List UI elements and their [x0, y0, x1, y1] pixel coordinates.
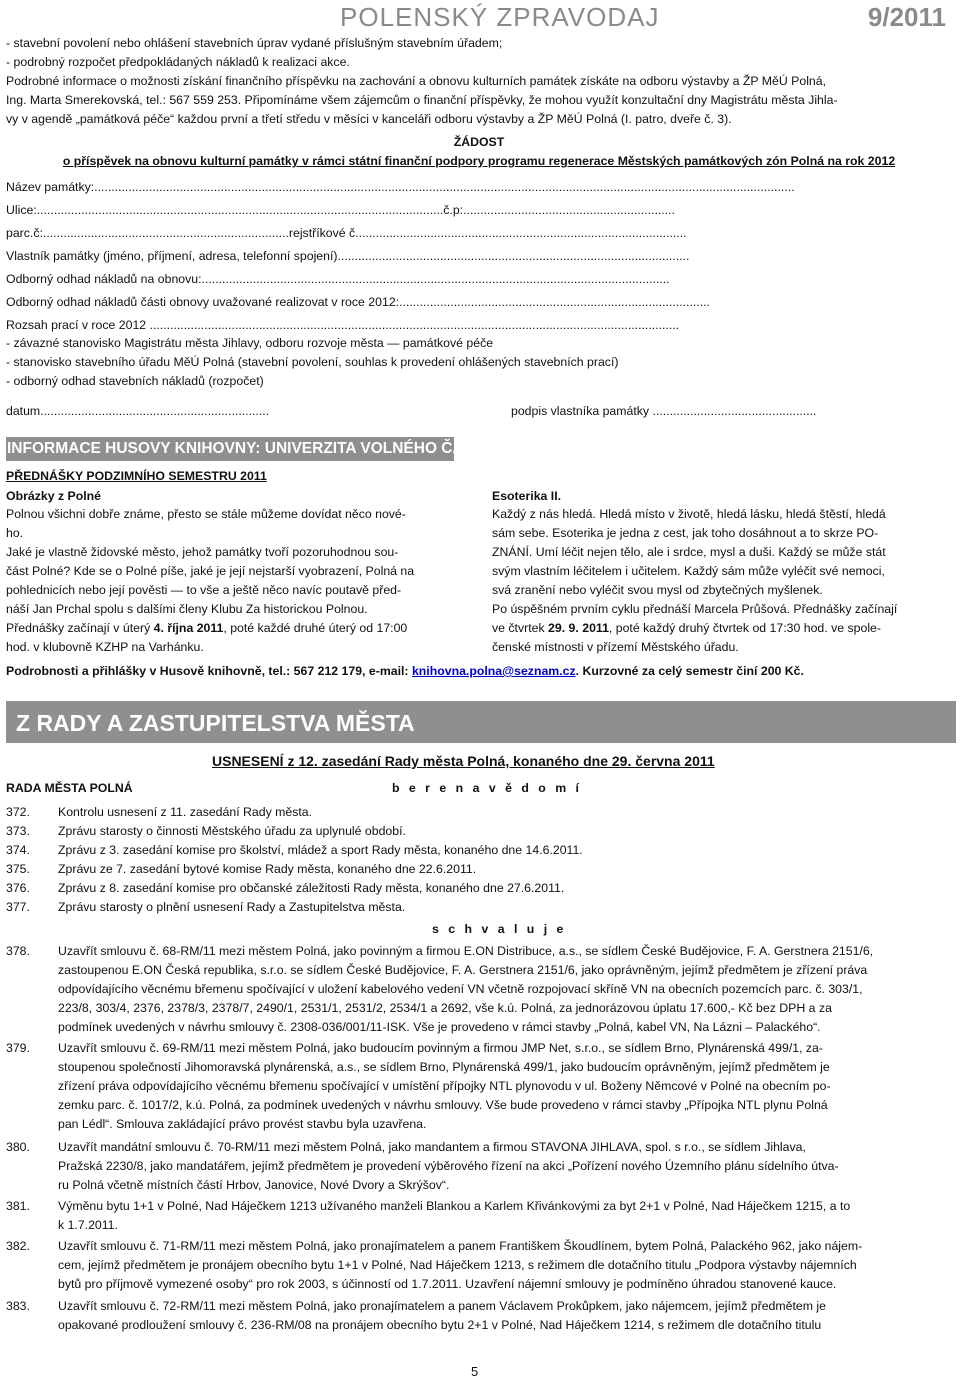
schedule-date: 29. 9. 2011 — [548, 621, 609, 635]
item-number: 375. — [6, 862, 30, 876]
field-work-scope: Rozsah prací v roce 2012 ........................................................................................................................................................... — [6, 318, 680, 332]
resolution-line: pan Lédl“. Smlouva zakládající právo provést stavbu byla uzavřena. — [58, 1117, 427, 1131]
form-subheading: o příspěvek na obnovu kulturní památky v rámci státní finanční podpory programu regenerace Městských památkových zón Polná na rok 2012 — [62, 154, 896, 168]
schedule-text: ve čtvrtek — [492, 621, 549, 635]
resolution-line: Uzavřít smlouvu č. 68-RM/11 mezi městem Polná, jako povinným a firmou E.ON Distribuce, a.s., se sídlem České Budějovice, F. A. Gerstnera 2151/6, — [58, 944, 874, 958]
lecture-schedule-line — [492, 619, 881, 638]
lecture-text-line: Každý z nás hledá. Hledá místo v životě, hledá lásku, hledá štěstí, hledá — [492, 507, 886, 521]
intro-bullet: - stavební povolení nebo ohlášení stavebních úprav vydané příslušným stavebním úřadem; — [6, 36, 503, 50]
lecture-text-line: svým vlastním léčitelem i učitelem. Každý sám může vyléčit své nemoci, — [492, 564, 885, 578]
noted-item: Zprávu ze 7. zasedání bytové komise Rady města, konaného dne 22.6.2011. — [58, 862, 477, 876]
item-number: 381. — [6, 1199, 30, 1213]
field-owner: Vlastník památky (jméno, příjmení, adresa, telefonní spojení)....................................................................................................... — [6, 249, 690, 263]
resolution-line: Uzavřít smlouvu č. 72-RM/11 mezi městem Polná, jako pronajímatelem a panem Václavem Prokůpkem, jako nájemcem, jejímž předmětem je — [58, 1299, 826, 1313]
section-approves: s c h v a l u j e — [432, 922, 567, 936]
schedule-text: , poté každý druhý čtvrtek od 17:30 hod. ve spole- — [608, 621, 881, 635]
lecture-text-line: část Polné? Kde se o Polné píše, jaké je její nejstarší vyobrazení, Polná na — [6, 564, 415, 578]
section-noted: b e r e n a v ě d o m í — [392, 781, 582, 795]
lecture-text-line: ZNÁNÍ. Umí léčit nejen tělo, ale i srdce, mysl a duši. Každý se může stát — [492, 545, 886, 559]
field-cost-estimate-part: Odborný odhad nákladů části obnovy uvažované realizovat v roce 2012:........................................................................................... — [6, 295, 710, 309]
page-number: 5 — [471, 1364, 479, 1379]
field-parcel: parc.č:........................................................................rejstříkové č................................................................................................. — [6, 226, 687, 240]
noted-item: Zprávu z 8. zasedání komise pro občanské záležitosti Rady města, konaného dne 27.6.2011. — [58, 881, 565, 895]
lecture-text-line: Po úspěšném prvním cyklu přednáší Marcela Průšová. Přednášky začínají — [492, 602, 898, 616]
lecture-title: Esoterika II. — [492, 489, 562, 503]
issue-number: 9/2011 — [867, 2, 946, 32]
lecture-text-line: čenské místnosti v přízemí Městského úřadu. — [492, 640, 739, 654]
resolution-line: bytů pro příjmově vymezené osoby“ pro rok 2003, s účinností od 1.7.2011. Uzavření nájemní smlouvy je podmíněno úhradou stanovené kauce. — [58, 1277, 837, 1291]
resolution-line: Pražská 2230/8, jako mandatářem, jejímž předmětem je provedení výběrového řízení na akci „Pořízení nového Územního plánu sídelního útva- — [58, 1159, 839, 1173]
resolution-line: 223/8, 303/4, 2376, 2378/3, 2378/7, 2490/1, 2531/1, 2531/2, 2534/1 a 2692, vše k.ú. Polná, za jednorázovou úplatu 17.600,- Kč bez DPH a za — [58, 1001, 832, 1015]
intro-bullet: - podrobný rozpočet předpokládaných nákladů k realizaci akce. — [6, 55, 350, 69]
item-number: 382. — [6, 1239, 30, 1253]
item-number: 376. — [6, 881, 30, 895]
lecture-text-line: sám sebe. Esoterika je jedna z cest, jak toho dosáhnout a to skrze PO- — [492, 526, 879, 540]
intro-paragraph-line: Podrobné informace o možnosti získání finančního příspěvku na zachování a obnovu kulturních památek získáte na odboru výstavby a ŽP MěÚ Polná, — [6, 74, 827, 88]
contact-text: . Kurzovné za celý semestr činí 200 Kč. — [575, 664, 804, 678]
noted-item: Zprávu starosty o plnění usnesení Rady a Zastupitelstva města. — [58, 900, 406, 914]
requirement-item: - odborný odhad stavebních nákladů (rozpočet) — [6, 374, 264, 388]
schedule-date: 4. října 2011 — [153, 621, 224, 635]
item-number: 378. — [6, 944, 30, 958]
item-number: 383. — [6, 1299, 30, 1313]
resolution-line: Výměnu bytu 1+1 v Polné, Nad Háječkem 1213 užívaného manželi Blankou a Karlem Křivánkovými za byt 2+1 v Polné, Nad Háječkem 1215, a to — [58, 1199, 851, 1213]
resolution-line: ru Polná včetně místních částí Hrbov, Janovice, Nové Dvory a Skrýšov“. — [58, 1178, 450, 1192]
resolution-line: Uzavřít mandátní smlouvu č. 70-RM/11 mezi městem Polná, jako mandantem a firmou STAVONA JIHLAVA, spol. s r.o., se sídlem Jihlava, — [58, 1140, 806, 1154]
schedule-text: Přednášky začínají v úterý — [6, 621, 154, 635]
resolution-line: podmínek uvedených v návrhu smlouvy č. 2308-036/001/11-ISK. Vše je provedeno v rámci stavby „Polná, kabel VN, Na Lázni – Palackého“. — [58, 1020, 821, 1034]
resolution-line: odpovídajícího věcnému břemenu spočívající v uložení kabelového vedení VN včetně rozpojovací skříně VN na obecních pozemcích parc. č. 303/1, — [58, 982, 863, 996]
library-banner: INFORMACE HUSOVY KNIHOVNY: UNIVERZITA VOLNÉHO ČASU — [6, 437, 454, 461]
lecture-text-line: Jaké je vlastně židovské město, jehož památky tvoří pozoruhodnou sou- — [6, 545, 399, 559]
item-number: 380. — [6, 1140, 30, 1154]
item-number: 372. — [6, 805, 30, 819]
lectures-heading: PŘEDNÁŠKY PODZIMNÍHO SEMESTRU 2011 — [6, 469, 267, 483]
resolution-line: Uzavřít smlouvu č. 69-RM/11 mezi městem Polná, jako budoucím povinným a firmou JMP Net, s.r.o., se sídlem Brno, Plynárenská 499/1, za- — [58, 1041, 823, 1055]
schedule-text: , poté každé druhé úterý od 17:00 — [223, 621, 408, 635]
resolution-line: zastoupenou E.ON Česká republika, s.r.o. se sídlem České Budějovice, F. A. Gerstnera 2151/6, jako oprávněným, jejímž předmětem je zřízení práva — [58, 963, 868, 977]
masthead-title: POLENSKÝ ZPRAVODAJ — [340, 2, 660, 32]
field-date: datum................................................................... — [6, 404, 270, 418]
lecture-schedule-line — [6, 619, 407, 638]
field-cost-estimate: Odborný odhad nákladů na obnovu:......................................................................................................................................... — [6, 272, 670, 286]
resolution-line: stoupenou společností Jihomoravská plynárenská, a.s., se sídlem Brno, Plynárenská 499/1, jako budoucím oprávněným, jejímž předmětem je — [58, 1060, 830, 1074]
noted-item: Zprávu z 3. zasedání komise pro školství, mládež a sport Rady města, konaného dne 14.6.2011. — [58, 843, 583, 857]
council-label: RADA MĚSTA POLNÁ — [6, 781, 133, 795]
field-signature: podpis vlastníka památky ................................................ — [511, 404, 817, 418]
contact-text: Podrobnosti a přihlášky v Husově knihovně, tel.: 567 212 179, e-mail: — [6, 664, 412, 678]
intro-paragraph-line: vy v agendě „památková péče“ každou první a třetí středu v měsíci v kanceláři odboru výstavby a ŽP MěÚ Polná (I. patro, dveře č. 3). — [6, 112, 732, 126]
item-number: 374. — [6, 843, 30, 857]
resolution-line: k 1.7.2011. — [58, 1218, 118, 1232]
noted-item: Zprávu starosty o činnosti Městského úřadu za uplynulé období. — [58, 824, 406, 838]
council-banner: Z RADY A ZASTUPITELSTVA MĚSTA — [6, 701, 956, 743]
intro-paragraph-line: Ing. Marta Smerekovská, tel.: 567 559 253. Připomínáme všem zájemcům o finanční příspěvky, že mohou využít konzultační dny Magistrátu města Jihla- — [6, 93, 838, 107]
field-monument-name: Název památky:............................................................................................................................................................................................................. — [6, 180, 795, 194]
lecture-text-line: hod. v klubovně KZHP na Varhánku. — [6, 640, 204, 654]
noted-item: Kontrolu usnesení z 11. zasedání Rady města. — [58, 805, 313, 819]
resolution-line: opakované prodloužení smlouvy č. 236-RM/08 na pronájem obecního bytu 2+1 v Polné, Nad Háječkem 1214, s režimem dle dotačního titulu — [58, 1318, 822, 1332]
lecture-title: Obrázky z Polné — [6, 489, 101, 503]
resolution-title: USNESENÍ z 12. zasedání Rady města Polná, konaného dne 29. června 2011 — [212, 753, 715, 769]
lecture-text-line: pohlednicích nebo její pověsti — to vše a ještě něco navíc poutavě před- — [6, 583, 402, 597]
field-street: Ulice:.......................................................................................................................č.p:.............................................................. — [6, 203, 675, 217]
resolution-line: cem, jejímž předmětem je pronájem obecního bytu 1+1 v Polné, Nad Háječkem 1213, s režimem dle dotačního titulu „Podpora výstavby nájemních — [58, 1258, 857, 1272]
requirement-item: - závazné stanovisko Magistrátu města Jihlavy, odboru rozvoje města — památkové péče — [6, 336, 494, 350]
lecture-text-line: Polnou všichni dobře známe, přesto se stále můžeme dovídat něco nové- — [6, 507, 406, 521]
item-number: 377. — [6, 900, 30, 914]
lecture-text-line: ho. — [6, 526, 24, 540]
lecture-text-line: náší Jan Prchal spolu s dalšími členy Klubu Za historickou Polnou. — [6, 602, 368, 616]
email-link[interactable]: knihovna.polna@seznam.cz — [411, 664, 576, 678]
item-number: 373. — [6, 824, 30, 838]
form-heading: ŽÁDOST — [453, 135, 505, 149]
resolution-line: zřízení práva odpovídajícího věcnému břemenu spočívající v umístění přípojky NTL plynovodu v ul. Boženy Němcové v Polné na obecním po- — [58, 1079, 831, 1093]
resolution-line: Uzavřít smlouvu č. 71-RM/11 mezi městem Polná, jako pronajímatelem a panem Františkem Škoudlínem, bytem Polná, Palackého 962, jako nájem- — [58, 1239, 863, 1253]
lecture-text-line: svá zranění nebo vyléčit svou mysl od zbytečných myšlenek. — [492, 583, 823, 597]
resolution-line: zemku parc. č. 1017/2, k.ú. Polná, za podmínek uvedených v návrhu smlouvy. Vše bude provedeno v rámci stavby „Přípojka NTL plynu Polná — [58, 1098, 828, 1112]
requirement-item: - stanovisko stavebního úřadu MěÚ Polná (stavební povolení, souhlas k provedení ohlášených stavebních prací) — [6, 355, 619, 369]
library-contact — [6, 662, 804, 681]
item-number: 379. — [6, 1041, 30, 1055]
